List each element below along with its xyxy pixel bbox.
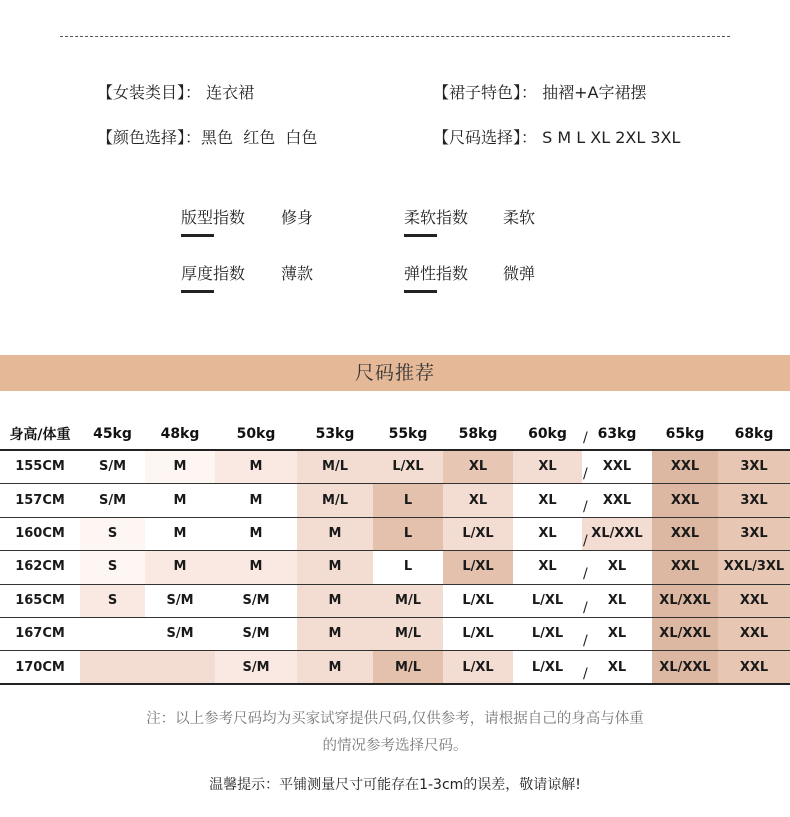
table-row-rule: [0, 483, 790, 484]
attr-colors: 【颜色选择】：黑色 红色 白色: [97, 128, 318, 147]
attr-label: 【裙子特色】: [433, 83, 522, 102]
table-corner-header: 身高/体重: [9, 427, 71, 443]
attr-value: 连衣裙: [206, 83, 255, 102]
size-cell: M/L: [373, 650, 443, 683]
size-cell: L: [373, 550, 443, 583]
size-cell: [80, 617, 145, 650]
size-cell: 3XL: [718, 483, 790, 516]
weight-header: 48kg: [160, 426, 200, 442]
size-cell: S/M: [215, 650, 297, 683]
weight-header: 55kg: [388, 426, 428, 442]
weight-header: 63kg: [597, 426, 637, 442]
height-cell: 160CM: [15, 525, 65, 541]
size-cell: L/XL: [443, 650, 513, 683]
note-line-2: 的情况参考选择尺码。: [322, 738, 468, 754]
weight-header: 58kg: [458, 426, 498, 442]
size-cell: XL/XXL: [652, 584, 718, 617]
size-cell: S/M: [80, 483, 145, 516]
tip-text: 温馨提示：平铺测量尺寸可能存在1-3cm的误差，敬请谅解!: [209, 777, 581, 793]
size-cell: L/XL: [513, 617, 582, 650]
height-cell: 165CM: [15, 592, 65, 608]
size-cell: M: [145, 450, 215, 483]
size-cell: S/M: [145, 617, 215, 650]
size-cell: XL/XXL: [652, 650, 718, 683]
size-cell: XL: [443, 450, 513, 483]
size-cell: XL: [582, 550, 652, 583]
size-cell: L/XL: [513, 584, 582, 617]
attr-label: 【颜色选择】: [97, 128, 186, 147]
size-cell: L: [373, 483, 443, 516]
weight-header: 60kg: [528, 426, 567, 442]
size-cell: M/L: [297, 483, 373, 516]
size-cell: XL/XXL: [582, 517, 652, 550]
index-value: 柔软: [503, 208, 536, 227]
size-cell: L/XL: [443, 617, 513, 650]
size-cell: S/M: [215, 584, 297, 617]
size-cell: XXL: [652, 450, 718, 483]
size-cell: XL: [513, 450, 582, 483]
size-cell: XXL: [652, 483, 718, 516]
size-cell: S/M: [80, 450, 145, 483]
size-cell: XL: [582, 617, 652, 650]
size-table: [0, 418, 790, 688]
size-cell: M: [297, 584, 373, 617]
size-cell: M: [145, 517, 215, 550]
index-label: 柔软指数: [404, 208, 469, 227]
table-row-rule: [0, 617, 790, 618]
height-cell: 157CM: [15, 492, 65, 508]
size-cell: L/XL: [443, 550, 513, 583]
size-cell: M: [215, 550, 297, 583]
index-value: 薄款: [281, 264, 314, 283]
column-slash-mark: /: [583, 633, 588, 649]
size-cell: XL: [582, 650, 652, 683]
size-cell: XXL: [652, 550, 718, 583]
index-value: 微弹: [503, 264, 536, 283]
banner-title: 尺码推荐: [354, 362, 435, 384]
attr-label: 【女装类目】: [97, 83, 186, 102]
size-cell: M/L: [373, 584, 443, 617]
size-cell: M: [145, 483, 215, 516]
weight-header: 53kg: [315, 426, 355, 442]
size-cell: M: [215, 483, 297, 516]
index-underline: [181, 290, 214, 293]
weight-header: 50kg: [236, 426, 276, 442]
attr-label: 【尺码选择】: [433, 128, 522, 147]
size-cell: S: [80, 550, 145, 583]
index-underline: [181, 234, 214, 237]
weight-header: 68kg: [734, 426, 774, 442]
column-slash-mark: /: [583, 599, 588, 616]
size-cell: XXL: [582, 450, 652, 483]
index-value: 修身: [281, 208, 314, 227]
table-row-rule: [0, 550, 790, 551]
size-cell: 3XL: [718, 450, 790, 483]
size-cell: [145, 650, 215, 683]
size-cell: L/XL: [513, 650, 582, 683]
column-slash-mark: /: [583, 666, 588, 683]
attr-feature: 【裙子特色】： 抽褶+A字裙摆: [433, 83, 647, 102]
table-row-rule: [0, 650, 790, 651]
size-cell: L/XL: [373, 450, 443, 483]
attr-category: 【女装类目】： 连衣裙: [97, 83, 255, 102]
column-slash-mark: /: [583, 532, 588, 549]
note-line-1: 注：以上参考尺码均为买家试穿提供尺码,仅供参考，请根据自己的身高与体重: [146, 711, 644, 727]
size-cell: 3XL: [718, 517, 790, 550]
size-cell: S/M: [215, 617, 297, 650]
size-cell: S/M: [145, 584, 215, 617]
size-cell: M: [297, 550, 373, 583]
size-cell: M: [215, 450, 297, 483]
size-cell: S: [80, 517, 145, 550]
weight-header: 45kg: [93, 426, 132, 442]
size-cell: XL: [582, 584, 652, 617]
size-cell: XXL: [718, 617, 790, 650]
table-row-rule: [0, 517, 790, 518]
table-bottom-rule: [0, 683, 790, 685]
size-cell: XXL: [652, 517, 718, 550]
size-cell: XL: [513, 483, 582, 516]
attr-value: S M L XL 2XL 3XL: [542, 128, 681, 147]
size-cell: XL/XXL: [652, 617, 718, 650]
weight-header: 65kg: [665, 426, 705, 442]
table-header-rule: [0, 449, 790, 451]
size-cell: L/XL: [443, 584, 513, 617]
size-cell: M: [215, 517, 297, 550]
index-label: 厚度指数: [181, 264, 246, 283]
column-slash-mark: /: [583, 430, 588, 446]
height-cell: 155CM: [15, 459, 65, 475]
size-cell: M: [145, 550, 215, 583]
size-cell: L: [373, 517, 443, 550]
size-cell: XL: [443, 483, 513, 516]
attr-value: 抽褶+A字裙摆: [542, 83, 647, 102]
attr-value: 黑色 红色 白色: [201, 128, 318, 147]
index-underline: [404, 290, 437, 293]
height-cell: 162CM: [15, 559, 65, 575]
index-label: 版型指数: [181, 208, 246, 227]
size-cell: XXL/3XL: [718, 550, 790, 583]
height-cell: 167CM: [15, 626, 65, 642]
size-cell: S: [80, 584, 145, 617]
size-cell: XXL: [582, 483, 652, 516]
size-cell: M: [297, 650, 373, 683]
top-dashed-divider: [60, 36, 730, 37]
column-slash-mark: /: [583, 566, 588, 583]
size-cell: XXL: [718, 650, 790, 683]
size-cell: M/L: [297, 450, 373, 483]
index-label: 弹性指数: [404, 264, 469, 283]
size-cell: L/XL: [443, 517, 513, 550]
size-cell: M/L: [373, 617, 443, 650]
size-cell: [80, 650, 145, 683]
size-cell: M: [297, 617, 373, 650]
size-cell: XL: [513, 550, 582, 583]
size-recommend-banner: [0, 355, 790, 391]
size-cell: XL: [513, 517, 582, 550]
attr-sizes: 【尺码选择】： S M L XL 2XL 3XL: [433, 128, 681, 147]
size-cell: M: [297, 517, 373, 550]
height-cell: 170CM: [15, 659, 65, 675]
size-cell: XXL: [718, 584, 790, 617]
table-row-rule: [0, 584, 790, 585]
column-slash-mark: /: [583, 499, 588, 516]
column-slash-mark: /: [583, 466, 588, 482]
index-underline: [404, 234, 437, 237]
